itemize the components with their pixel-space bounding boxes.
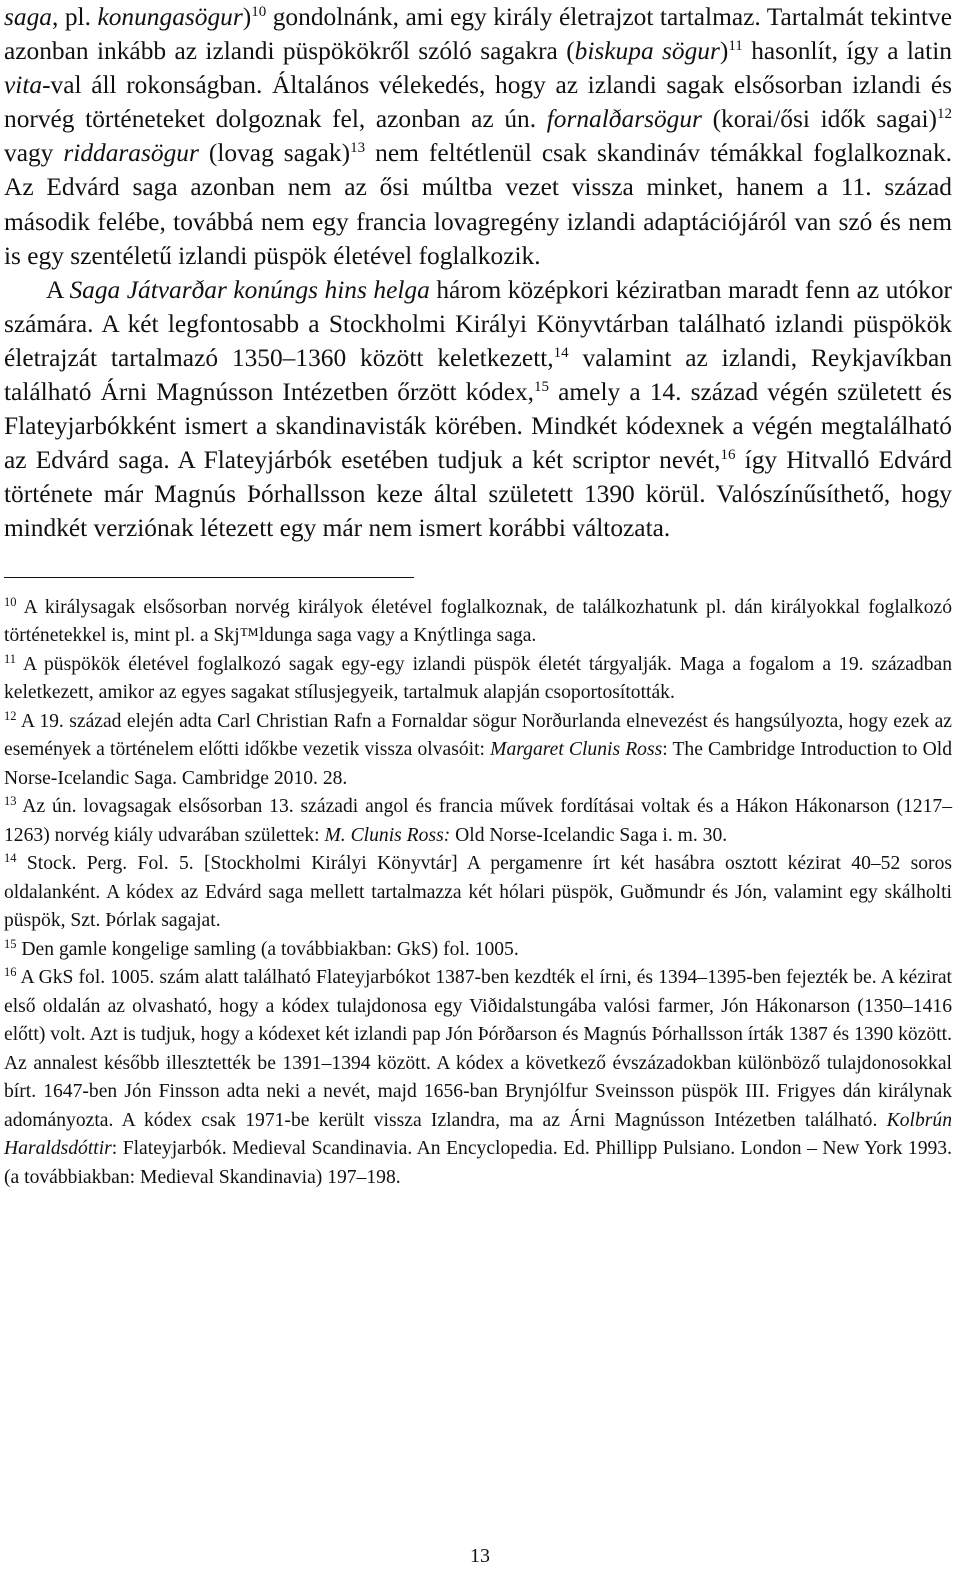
footnote-15 (4, 936, 952, 965)
author-name: M. Clunis Ross: (324, 824, 451, 846)
footnote-ref-10[interactable]: 10 (251, 4, 267, 20)
footnote-number: 16 (4, 965, 17, 979)
body-paragraph-1 (4, 0, 952, 273)
page-number: 13 (470, 1545, 490, 1567)
italic-term: riddarasögur (63, 139, 199, 168)
footnote-text: Stock. Perg. Fol. 5. [Stockholmi Királyi Könyvtár] A pergamenre írt két hasábra osztott kézirat 40–52 soros oldalanként. A kódex az Edvárd saga mellett tartalmazza két hólari püspök, Guðmundr és Jón, valamint egy skálholti püspök, Szt. Þórlak sagajat. (4, 853, 952, 931)
footnote-11 (4, 651, 952, 708)
text-run: ) (242, 3, 252, 31)
footnote-ref-13[interactable]: 13 (350, 140, 366, 157)
document-page (4, 0, 952, 1192)
footnote-number: 13 (4, 794, 17, 808)
footnote-14 (4, 850, 952, 936)
author-name: Kolbrún Haraldsdóttir (4, 1109, 952, 1159)
text-run: három középkori kéziratban maradt fenn az utókor számára. A két legfontosabb a Stockholmi Királyi Könyvtárban található izlandi püspökök életrajzát tartalmazó 1350–1360 között keletkezett, (4, 275, 952, 372)
footnote-ref-16[interactable]: 16 (720, 447, 736, 464)
footnote-12 (4, 708, 952, 794)
footnote-separator (4, 577, 414, 578)
footnote-ref-12[interactable]: 12 (937, 106, 952, 123)
footnote-text: A 19. század elején adta Carl Christian Rafn a Fornaldar sögur Norðurlanda elnevezést és hangsúlyozta, hogy ezek az események a történelem előtti időkbe vezetik vissza olvasóit: (4, 710, 952, 760)
footnote-text: A GkS fol. 1005. szám alatt található Flateyjarbókot 1387-ben kezdték el írni, és 1394–1395-ben fejezték be. A kézirat első oldalán az olvasható, hogy a kódex tulajdonosa egy Viðidalstungába valósi farmer, Jón Hákonarson (1350–1416 előtt) volt. Azt is tudjuk, hogy a kódexet két izlandi pap Jón Þórðarson és Magnús Þórhallsson írták 1387 és 1390 között. Az annalest később illesztették be 1391–1394 között. A kódex a következő évszázadokban különböző tulajdonosokkal bírt. 1647-ben Jón Finsson adta neki a nevét, majd 1656-ban Brynjólfur Sveinsson püspök III. Frigyes dán királynak adományozta. A kódex csak 1971-be került vissza Izlandra, ma az Árni Magnússon Intézetben található. (4, 967, 952, 1131)
text-run: -val áll rokonságban. Általános vélekedés, hogy az izlandi sagak elsősorban izlandi és norvég történeteket dolgoznak fel, azonban az ún. (4, 71, 952, 134)
italic-term: vita (4, 71, 43, 100)
footnote-ref-11[interactable]: 11 (728, 38, 743, 55)
author-name: Margaret Clunis Ross (490, 739, 663, 760)
footnote-text: Den gamle kongelige samling (a továbbiakban: GkS) fol. 1005. (16, 938, 519, 960)
footnote-text: Az ún. lovagsagak elsősorban 13. századi angol és francia művek fordításai voltak és a Hákon Hákonarson (1217–1263) norvég kiály udvarában születtek: (4, 796, 952, 846)
footnote-text: A királysagak elsősorban norvég királyok életével foglalkoznak, de találkozhatunk pl. dán királyokkal foglalkozó történetekkel is, mint pl. a Skj™ldunga saga vagy a Knýtlinga saga. (4, 596, 952, 646)
italic-term: biskupa sögur (574, 37, 720, 66)
footnote-13 (4, 793, 952, 850)
text-run: (lovag sagak) (198, 139, 351, 168)
footnote-text: Old Norse-Icelandic Saga i. m. 30. (450, 824, 728, 846)
footnote-text: : The Cambridge Introduction to Old Norse-Icelandic Saga. Cambridge 2010. 28. (4, 739, 952, 789)
italic-term: saga (4, 3, 52, 31)
text-run: ) (719, 37, 729, 66)
footnote-number: 11 (4, 651, 17, 666)
text-run: A (46, 275, 70, 304)
body-paragraph-2 (4, 273, 952, 546)
text-run: amely a 14. század végén született és Flateyjarbókként ismert a skandinavisták körében. Mindkét kódexnek a végén megtalálható az Edvárd saga. A Flateyjárbók esetében tudjuk a két scriptor nevét, (4, 378, 952, 475)
footnote-16 (4, 964, 952, 1192)
footnote-text: : Flateyjarbók. Medieval Scandinavia. An Encyclopedia. Ed. Phillipp Pulsiano. London – New York 1993. (a továbbiakban: Medieval Skandinavia) 197–198. (4, 1138, 952, 1188)
footnote-text: A püspökök életével foglalkozó sagak egy-egy izlandi püspök életét tárgyalják. Maga a fogalom a 19. században keletkezett, amikor az egyes sagakat stílusjegyeik, tartalmuk alapján csoportosították. (4, 653, 952, 703)
footnote-number: 10 (4, 594, 17, 609)
footnote-number: 15 (4, 936, 17, 951)
footnote-ref-14[interactable]: 14 (553, 344, 569, 361)
footnote-number: 14 (4, 851, 17, 865)
footnotes (4, 594, 952, 1193)
text-run: nem feltétlenül csak skandináv témákkal foglalkoznak. Az Edvárd saga azonban nem az ősi múltba vezet vissza minket, hanem a 11. század második felébe, továbbá nem egy francia lovagregény izlandi adaptációjáról van szó és nem is egy szentéletű izlandi püspök életével foglalkozik. (4, 139, 952, 270)
text-run: hasonlít, így a latin (742, 37, 952, 66)
italic-title: Saga Játvarðar konúngs hins helga (69, 275, 430, 304)
text-run: vagy (4, 139, 64, 168)
italic-term: fornalðarsögur (546, 105, 702, 134)
text-run: így Hitvalló Edvárd története már Magnús Þórhallsson keze által született 1390 körül. Valószínűsíthető, hogy mindkét verziónak létezett egy már nem ismert korábbi változata. (4, 446, 952, 543)
footnote-ref-15[interactable]: 15 (534, 379, 550, 396)
text-run: (korai/ősi idők sagai) (701, 105, 937, 134)
main-text (4, 0, 952, 546)
footnote-number: 12 (4, 708, 17, 723)
footnote-10 (4, 594, 952, 651)
italic-term: konungasögur (97, 3, 243, 31)
text-run: , pl. (51, 3, 98, 31)
text-run: gondolnánk, ami egy király életrajzot tartalmaz. Tartalmát tekintve azonban inkább az izlandi püspökökről szóló sagakra ( (4, 3, 952, 66)
text-run: valamint az izlandi, Reykjavíkban található Árni Magnússon Intézetben őrzött kódex, (4, 343, 952, 407)
